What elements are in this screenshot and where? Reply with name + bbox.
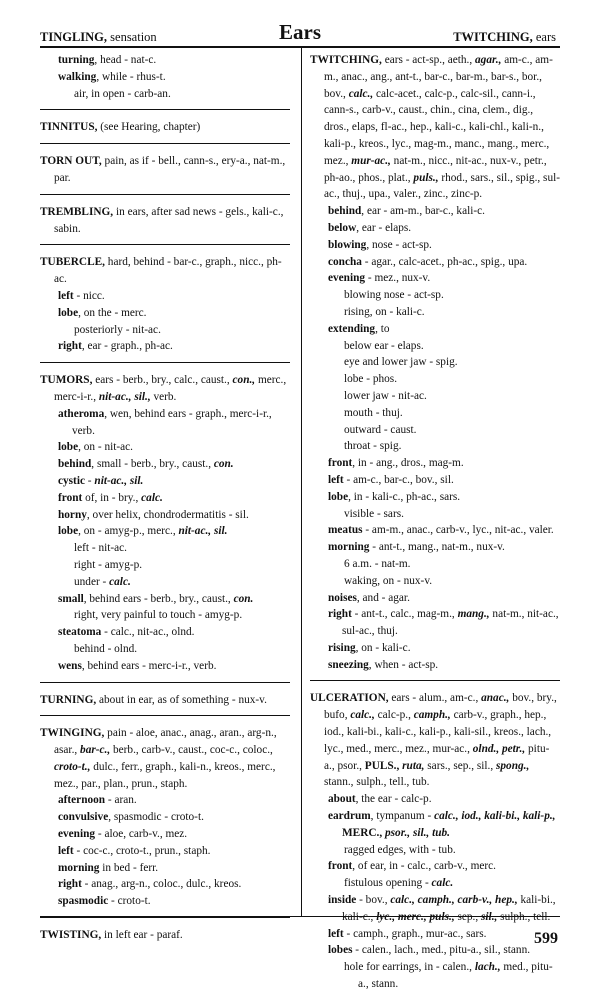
entry-line: convulsive, spasmodic - croto-t. xyxy=(58,811,204,824)
entry-line: right - anag., arg-n., coloc., dulc., kreos. xyxy=(58,878,242,891)
entry-line: lobe, on the - merc. xyxy=(58,306,147,319)
rubric-twinging: TWINGING, pain - aloe, anac., anag., aran., arg-n., asar., bar-c., berb., carb-v., caust., coc-c., coloc., croto-t., dulc., ferr., graph., kali-n., kreos., merc., mez., par., plan., prun., staph. xyxy=(40,727,277,790)
entry-line: evening - mez., nux-v. xyxy=(328,272,431,285)
entry-line: fistulous opening - calc. xyxy=(344,877,454,890)
entry-line: horny, over helix, chondrodermatitis - sil. xyxy=(58,508,249,521)
rule xyxy=(40,194,290,195)
entry-line: visible - sars. xyxy=(344,507,404,520)
rule xyxy=(40,109,290,110)
entry-line: left - nicc. xyxy=(58,289,105,302)
entry-line: eye and lower jaw - spig. xyxy=(344,356,458,369)
entry-line: meatus - am-m., anac., carb-v., lyc., nit-ac., valer. xyxy=(328,524,554,537)
entry-line: front of, in - bry., calc. xyxy=(58,491,163,504)
rule xyxy=(40,682,290,683)
entry-line: concha - agar., calc-acet., ph-ac., spig., upa. xyxy=(328,255,528,268)
entry-line: throat - spig. xyxy=(344,440,402,453)
rubric-tinnitus: TINNITUS, (see Hearing, chapter) xyxy=(40,121,201,134)
right-column xyxy=(310,52,560,993)
entry-line: spasmodic - croto-t. xyxy=(58,895,151,908)
header-title: Ears xyxy=(279,20,321,44)
entry-line: blowing, nose - act-sp. xyxy=(328,238,432,251)
entry-line: lobes - calen., lach., med., pitu-a., sil., stann. xyxy=(328,944,531,957)
entry-line: steatoma - calc., nit-ac., olnd. xyxy=(58,626,195,639)
rule xyxy=(40,143,290,144)
entry-line: below ear - elaps. xyxy=(344,339,424,352)
entry-line: lobe - phos. xyxy=(344,373,398,386)
entry-line: walking, while - rhus-t. xyxy=(58,70,166,83)
entry-line: small, behind ears - berb., bry., caust., con. xyxy=(58,592,254,605)
entry-line: mouth - thuj. xyxy=(344,406,403,419)
entry-line: about, the ear - calc-p. xyxy=(328,793,432,806)
entry-line: right - ant-t., calc., mag-m., mang., nat-m., nit-ac., sul-ac., thuj. xyxy=(328,608,559,638)
entry-line: hole for earrings, in - calen., lach., med., pitu-a., stann. xyxy=(344,961,553,991)
entry-line: extending, to xyxy=(328,322,390,335)
entry-line: wens, behind ears - merc-i-r., verb. xyxy=(58,659,217,672)
entry-line: front, in - ang., dros., mag-m. xyxy=(328,457,464,470)
rubric-tubercle: TUBERCLE, hard, behind - bar-c., graph., nicc., ph-ac. xyxy=(40,256,282,286)
rubric-twisting: TWISTING, in left ear - paraf. xyxy=(40,929,183,942)
entry-line: evening - aloe, carb-v., mez. xyxy=(58,828,188,841)
rubric-twitching: TWITCHING, ears - act-sp., aeth., agar., am-c., am-m., anac., ang., ant-t., bar-c., bar-m., bar-s., bor., bov., calc., calc-acet., calc-p., calc-sil., cann-i., cann-s., carb-v., caust., chin., cina, clem., dig., dros., elaps, fl-ac., hep., kali-c., kali-chl., kali-n., kali-p., kreos., lyc., mag-m., manc., mang., merc., mez., mur-ac., nat-m., nicc., nit-ac., nux-v., petr., ph-ao., phos., plat., puls., rhod., sars., sil., spig., sul-ac., thuj., upa., valer., zinc., zinc-p. xyxy=(310,54,560,201)
entry-line: rising, on - kali-c. xyxy=(344,305,425,318)
header-rule xyxy=(40,46,560,48)
entry-line: waking, on - nux-v. xyxy=(344,574,433,587)
entry-line: lobe, in - kali-c., ph-ac., sars. xyxy=(328,490,461,503)
rule xyxy=(40,917,290,918)
page-number: 599 xyxy=(534,930,558,947)
entry-line: eardrum, tympanum - calc., iod., kali-bi., kali-p., MERC., psor., sil., tub. xyxy=(328,810,556,839)
entry-line: cystic - nit-ac., sil. xyxy=(58,474,144,487)
entry-line: front, of ear, in - calc., carb-v., merc. xyxy=(328,860,496,873)
rule xyxy=(40,244,290,245)
entry-line: turning, head - nat-c. xyxy=(58,54,157,66)
entry-line: behind, ear - am-m., bar-c., kali-c. xyxy=(328,205,485,218)
entry-line: left - camph., graph., mur-ac., sars. xyxy=(328,927,487,940)
rubric-torn-out: TORN OUT, pain, as if - bell., cann-s., ery-a., nat-m., par. xyxy=(40,155,286,184)
left-column xyxy=(40,52,290,944)
header-right: TWITCHING, ears xyxy=(453,30,556,44)
entry-line: left - nit-ac. xyxy=(74,542,128,555)
entry-line: morning - ant-t., mang., nat-m., nux-v. xyxy=(328,541,505,554)
entry-line: atheroma, wen, behind ears - graph., merc-i-r., verb. xyxy=(58,407,272,437)
rubric-tumors: TUMORS, ears - berb., bry., calc., caust., con., merc., merc-i-r., nit-ac., sil., verb. xyxy=(40,374,287,403)
entry-line: 6 a.m. - nat-m. xyxy=(344,557,411,570)
entry-line: afternoon - aran. xyxy=(58,794,137,807)
entry-line: left - am-c., bar-c., bov., sil. xyxy=(328,473,454,486)
entry-line: posteriorly - nit-ac. xyxy=(74,323,161,336)
entry-line: noises, and - agar. xyxy=(328,591,410,604)
column-divider xyxy=(301,46,302,916)
entry-line: lobe, on - amyg-p., merc., nit-ac., sil. xyxy=(58,525,228,538)
entry-line: right, very painful to touch - amyg-p. xyxy=(74,609,243,622)
rubric-ulceration: ULCERATION, ears - alum., am-c., anac., bov., bry., bufo, calc., calc-p., camph., carb-v., graph., hep., iod., kali-bi., kali-c., kali-p., kali-sil., kreos., lach., lyc., med., merc., mez., mur-ac., olnd., petr., pitu-a., psor., PULS., ruta, sars., sep., sil., spong., stann., sulph., tell., tub. xyxy=(310,692,557,789)
rubric-turning: TURNING, about in ear, as of something - nux-v. xyxy=(40,693,267,706)
entry-line: blowing nose - act-sp. xyxy=(344,289,444,302)
entry-line: behind, small - berb., bry., caust., con. xyxy=(58,458,234,471)
entry-line: right - amyg-p. xyxy=(74,558,143,571)
entry-line: rising, on - kali-c. xyxy=(328,641,411,654)
rule xyxy=(40,362,290,363)
entry-line: outward - caust. xyxy=(344,423,417,436)
entry-line: lower jaw - nit-ac. xyxy=(344,389,427,402)
entry-line: left - coc-c., croto-t., prun., staph. xyxy=(58,844,211,857)
entry-line: morning in bed - ferr. xyxy=(58,861,159,874)
page-header xyxy=(0,0,600,46)
entry-line: below, ear - elaps. xyxy=(328,221,412,234)
header-left: TINGLING, sensation xyxy=(40,30,157,44)
rule xyxy=(310,680,560,681)
entry-line: ragged edges, with - tub. xyxy=(344,843,456,856)
entry-line: sneezing, when - act-sp. xyxy=(328,658,439,671)
entry-line: right, ear - graph., ph-ac. xyxy=(58,340,173,353)
entry-line: inside - bov., calc., camph., carb-v., hep., kali-bi., kali-c., lyc., merc., puls., sep., sil., sulph., tell. xyxy=(328,894,556,923)
rule xyxy=(40,715,290,716)
entry-line: air, in open - carb-an. xyxy=(74,87,171,100)
entry-line: lobe, on - nit-ac. xyxy=(58,441,133,454)
rubric-trembling: TREMBLING, in ears, after sad news - gels., kali-c., sabin. xyxy=(40,205,284,235)
footer-rule xyxy=(40,916,560,917)
entry-line: under - calc. xyxy=(74,575,131,588)
entry-line: behind - olnd. xyxy=(74,642,138,655)
